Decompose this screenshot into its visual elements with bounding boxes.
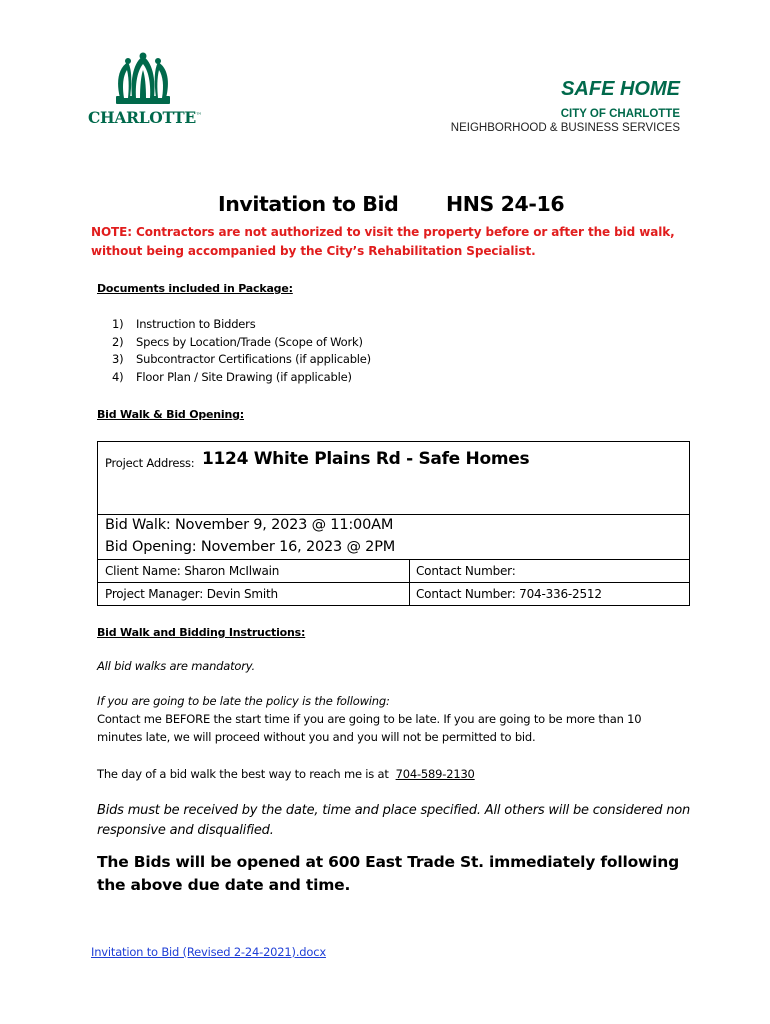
- client-row: [98, 560, 689, 582]
- bid-opening-row: [98, 537, 689, 560]
- mandatory-text: All bid walks are mandatory.: [97, 659, 255, 673]
- city-name: CITY OF CHARLOTTE: [560, 108, 680, 120]
- list-item: 2) Specs by Location/Trade (Scope of Work): [112, 334, 363, 349]
- title-label: Invitation to Bid: [218, 192, 399, 216]
- list-item: 3) Subcontractor Certifications (if applicable): [112, 352, 371, 366]
- bid-walk-date: Bid Walk: November 9, 2023 @ 11:00AM: [105, 517, 394, 533]
- address-row: [98, 442, 689, 515]
- bids-received-text: Bids must be received by the date, time and place specified. All others will be considered non responsive and disqualified.: [97, 803, 691, 838]
- documents-heading: Documents included in Package:: [97, 282, 293, 295]
- program-title: SAFE HOME: [561, 78, 680, 100]
- manager-contact: Contact Number: 704-336-2512: [416, 587, 602, 601]
- address-label: Project Address:: [105, 456, 195, 470]
- document-file-link[interactable]: Invitation to Bid (Revised 2-24-2021).docx: [91, 945, 326, 959]
- reach-text: The day of a bid walk the best way to reach me is at: [97, 767, 389, 781]
- reach-phone[interactable]: 704-589-2130: [395, 767, 475, 781]
- reach-text-line: [97, 765, 687, 783]
- manager-row: [98, 582, 689, 605]
- bid-number: HNS 24-16: [446, 192, 565, 216]
- instructions-heading: Bid Walk and Bidding Instructions:: [97, 626, 306, 639]
- list-item: 4) Floor Plan / Site Drawing (if applicable): [112, 369, 352, 384]
- late-policy-text: If you are going to be late the policy is the following:: [97, 694, 390, 708]
- client-contact: Contact Number:: [416, 564, 516, 578]
- charlotte-logo: [88, 52, 202, 132]
- crown-icon: [88, 52, 198, 106]
- header-block: [451, 78, 680, 134]
- contractor-note: NOTE: Contractors are not authorized to visit the property before or after the bid walk, without being accompanied by the City’s Rehabilitation Specialist.: [91, 225, 675, 258]
- client-name: Client Name: Sharon McIlwain: [98, 560, 410, 582]
- bid-opening-date: Bid Opening: November 16, 2023 @ 2PM: [105, 539, 396, 555]
- late-detail-text: Contact me BEFORE the start time if you are going to be late. If you are going to be more than 10 minutes late, we will proceed without you and you will not be permitted to bid.: [97, 712, 642, 744]
- logo-trademark: ™: [195, 111, 202, 119]
- list-item: 1) Instruction to Bidders: [112, 317, 256, 331]
- logo-wordmark: CHARLOTTE: [88, 108, 196, 127]
- project-table: [97, 441, 690, 606]
- address-value: 1124 White Plains Rd - Safe Homes: [202, 449, 530, 469]
- project-manager: Project Manager: Devin Smith: [98, 583, 410, 605]
- department-name: NEIGHBORHOOD & BUSINESS SERVICES: [450, 122, 680, 134]
- documents-list: [112, 316, 371, 386]
- bid-walk-heading: Bid Walk & Bid Opening:: [97, 408, 245, 421]
- bid-walk-row: [98, 515, 689, 537]
- document-title: [218, 192, 565, 216]
- bids-opened-text: The Bids will be opened at 600 East Trade St. immediately following the above due date and time.: [97, 853, 680, 894]
